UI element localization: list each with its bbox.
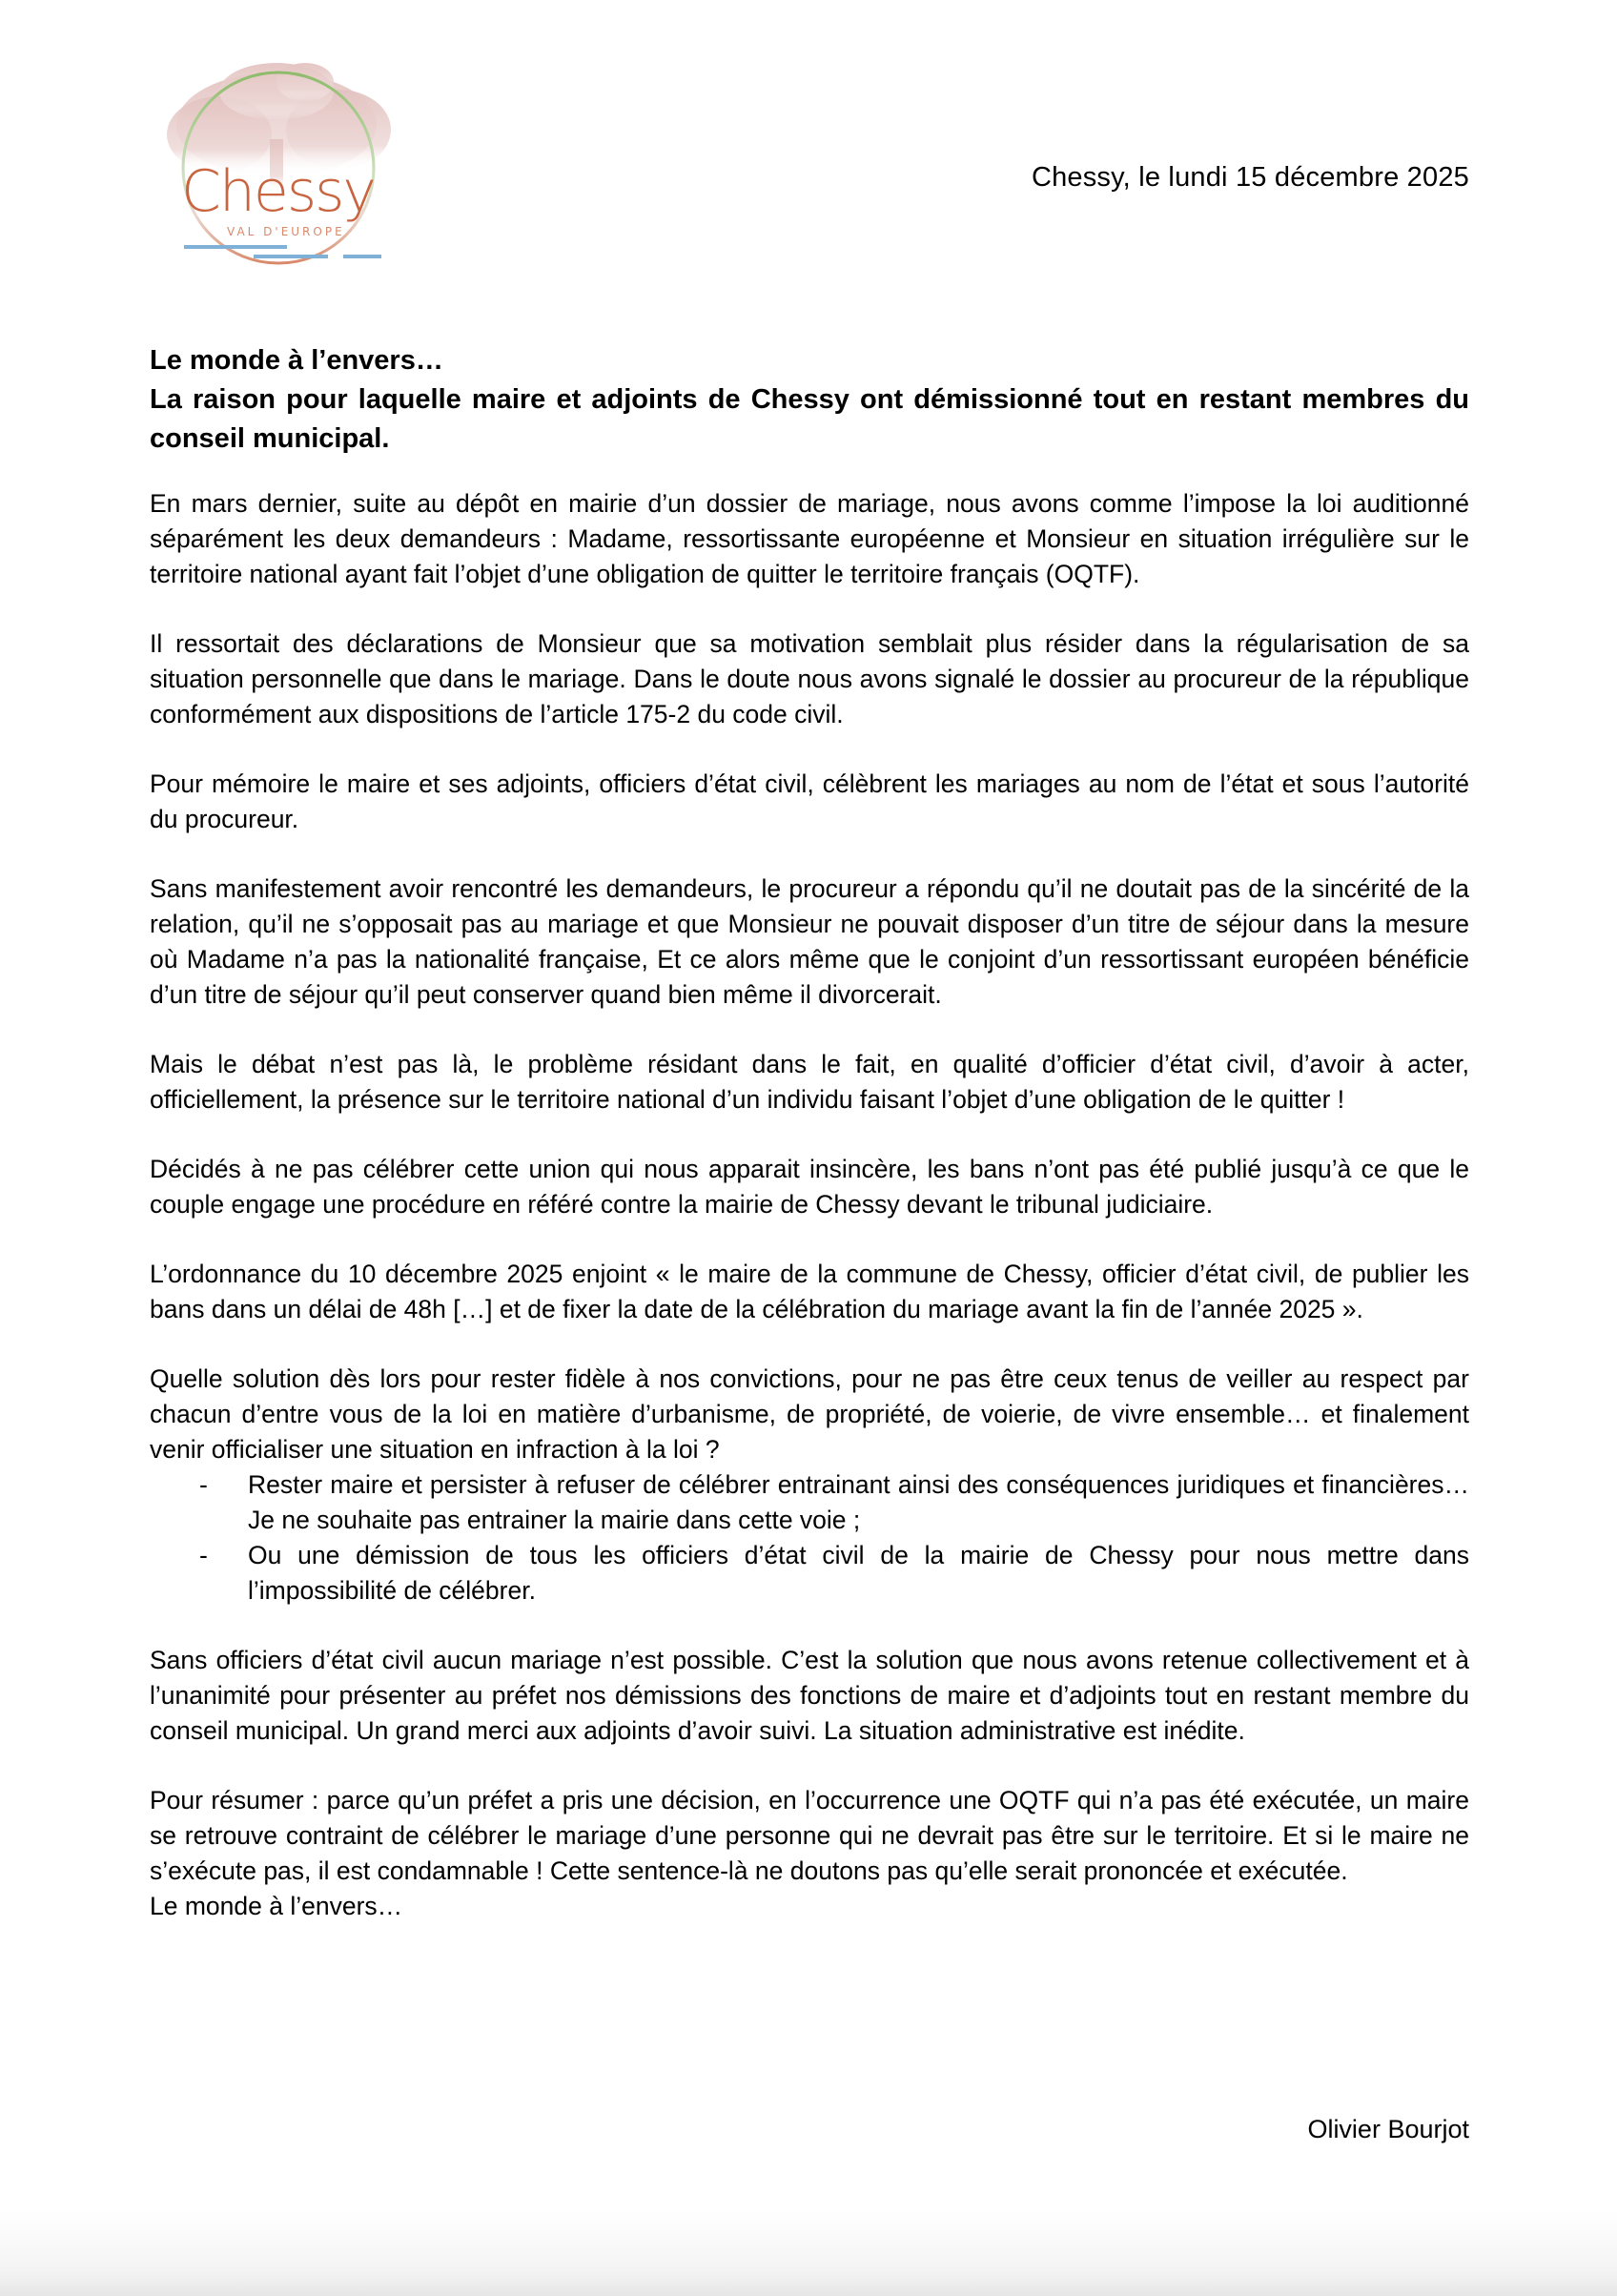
list-item-text: Ou une démission de tous les officiers d’état civil de la mairie de Chessy pour nous mettre dans l’impossibilité de célébrer.	[248, 1541, 1469, 1605]
paragraph: Sans officiers d’état civil aucun mariage n’est possible. C’est la solution que nous avons retenue collectivement et à l’unanimité pour présenter au préfet nos démissions des fonctions de maire et d’adjoints tout en restant membre du conseil municipal. Un grand merci aux adjoints d’avoir suivi. La situation administrative est inédite.	[150, 1646, 1469, 1745]
paragraph: Il ressortait des déclarations de Monsieur que sa motivation semblait plus résider dans la régularisation de sa situation personnelle que dans le mariage. Dans le doute nous avons signalé le dossier au procureur de la république conformément aux dispositions de l’article 175-2 du code civil.	[150, 629, 1469, 728]
list-item-text: Rester maire et persister à refuser de célébrer entrainant ainsi des conséquences juridiques et financières… Je ne souhaite pas entrainer la mairie dans cette voie ;	[248, 1470, 1469, 1534]
logo-tagline: VAL D'EUROPE	[227, 225, 345, 238]
chessy-logo-graphic	[153, 44, 400, 282]
paragraph: L’ordonnance du 10 décembre 2025 enjoint « le maire de la commune de Chessy, officier d’état civil, de publier les bans dans un délai de 48h […] et de fixer la date de la célébration du mariage avant la fin de l’année 2025 ».	[150, 1260, 1469, 1323]
letter-body	[150, 341, 1469, 1924]
options-list	[150, 1467, 1469, 1609]
letter-date: Chessy, le lundi 15 décembre 2025	[1031, 162, 1469, 193]
paragraph: Quelle solution dès lors pour rester fidèle à nos convictions, pour ne pas être ceux tenus de veiller au respect par chacun d’entre vous de la loi en matière d’urbanisme, de propriété, de voierie, de vivre ensemble… et finalement venir officialiser une situation en infraction à la loi ?	[150, 1364, 1469, 1464]
paragraph: Mais le débat n’est pas là, le problème résidant dans le fait, en qualité d’officier d’état civil, d’avoir à acter, officiellement, la présence sur le territoire national d’un individu faisant l’objet d’une obligation de le quitter !	[150, 1050, 1469, 1114]
letter-title	[150, 341, 1469, 459]
closing-line: Le monde à l’envers…	[150, 1892, 403, 1920]
list-item	[150, 1538, 1469, 1609]
paragraph: Pour résumer : parce qu’un préfet a pris une décision, en l’occurrence une OQTF qui n’a pas été exécutée, un maire se retrouve contraint de célébrer le mariage d’une personne qui ne devrait pas être sur le territoire. Et si le maire ne s’exécute pas, il est condamnable ! Cette sentence-là ne doutons pas qu’elle serait prononcée et exécutée.	[150, 1786, 1469, 1885]
bullet-dash-icon: -	[199, 1470, 208, 1499]
paragraph: Pour mémoire le maire et ses adjoints, officiers d’état civil, célèbrent les mariages au nom de l’état et sous l’autorité du procureur.	[150, 769, 1469, 833]
paragraph: Sans manifestement avoir rencontré les demandeurs, le procureur a répondu qu’il ne doutait pas de la sincérité de la relation, qu’il ne s’opposait pas au mariage et que Monsieur ne pouvait disposer d’un titre de séjour dans la mesure où Madame n’a pas la nationalité française, Et ce alors même que le conjoint d’un ressortissant européen bénéficie d’un titre de séjour qu’il peut conserver quand bien même il divorcerait.	[150, 874, 1469, 1009]
signature: Olivier Bourjot	[1307, 2115, 1469, 2143]
water-line	[343, 255, 381, 258]
logo-wordmark: Chessy	[181, 158, 375, 225]
water-line	[184, 245, 287, 249]
paragraph: En mars dernier, suite au dépôt en mairie d’un dossier de mariage, nous avons comme l’impose la loi auditionné séparément les deux demandeurs : Madame, ressortissante européenne et Monsieur en situation irrégulière sur le territoire national ayant fait l’objet d’une obligation de quitter le territoire français (OQTF).	[150, 489, 1469, 588]
paragraph: Décidés à ne pas célébrer cette union qui nous apparait insincère, les bans n’ont pas été publié jusqu’à ce que le couple engage une procédure en référé contre la mairie de Chessy devant le tribunal judiciaire.	[150, 1155, 1469, 1219]
bullet-dash-icon: -	[199, 1541, 208, 1569]
list-item	[150, 1467, 1469, 1538]
water-line	[254, 255, 328, 258]
chessy-logo	[153, 44, 400, 282]
title-line-1: Le monde à l’envers…	[150, 345, 443, 376]
page-bottom-shadow	[0, 2210, 1617, 2296]
title-line-2: La raison pour laquelle maire et adjoints de Chessy ont démissionné tout en restant membres du conseil municipal.	[150, 384, 1469, 454]
